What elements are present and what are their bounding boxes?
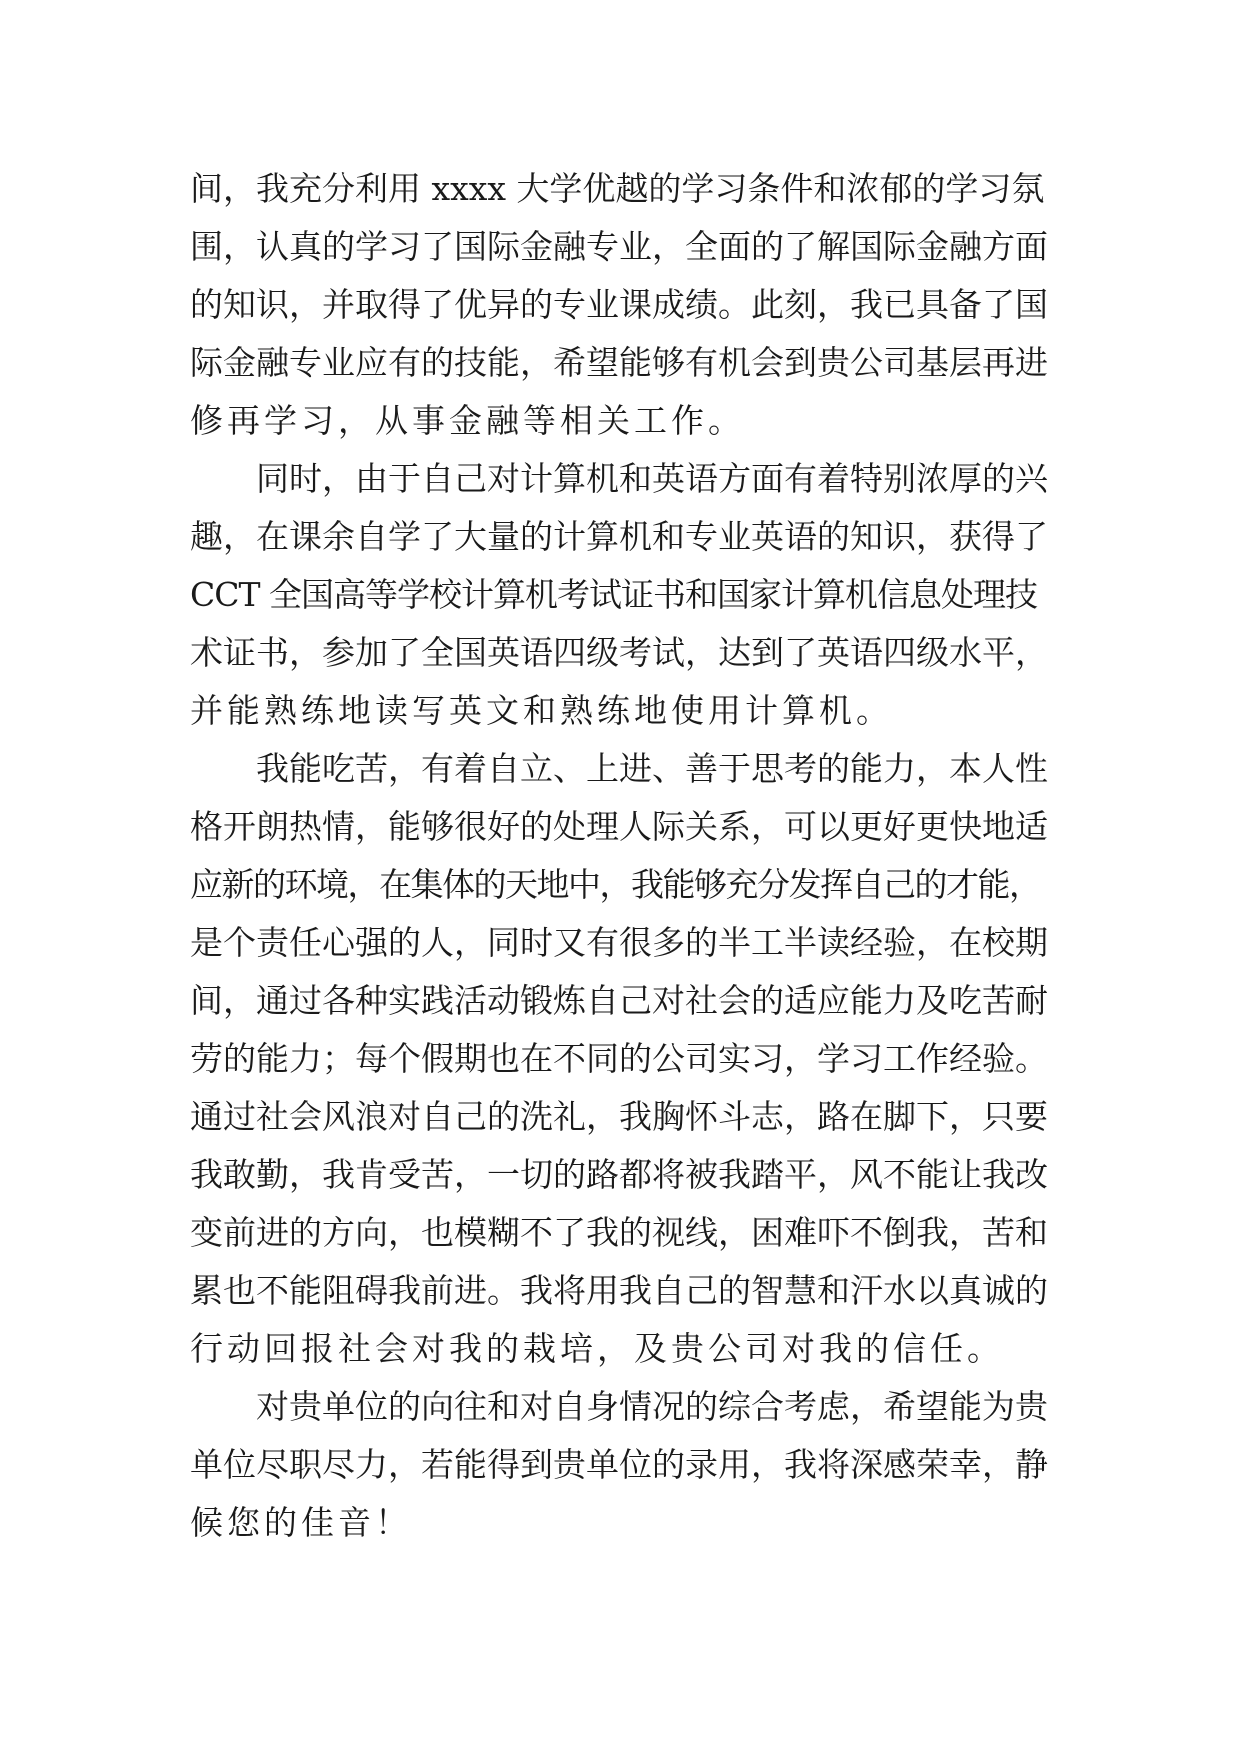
text-line: 围，认真的学习了国际金融专业，全面的了解国际金融方面 <box>190 227 1048 266</box>
text-line: 累也不能阻碍我前进。我将用我自己的智慧和汗水以真诚的 <box>190 1271 1048 1310</box>
text-line: 趣，在课余自学了大量的计算机和专业英语的知识，获得了 <box>190 517 1048 556</box>
text-line: 并能熟练地读写英文和熟练地使用计算机。 <box>190 691 893 730</box>
text-line: 应新的环境，在集体的天地中，我能够充分发挥自己的才能， <box>190 865 1041 904</box>
paragraph-first-line: 对贵单位的向往和对自身情况的综合考虑，希望能为贵 <box>256 1387 1048 1426</box>
text-line: 通过社会风浪对自己的洗礼，我胸怀斗志，路在脚下，只要 <box>190 1097 1048 1136</box>
text-line: 单位尽职尽力，若能得到贵单位的录用，我将深感荣幸，静 <box>190 1445 1048 1484</box>
text-line: 术证书，参加了全国英语四级考试，达到了英语四级水平， <box>190 633 1048 672</box>
text-line: 修再学习，从事金融等相关工作。 <box>190 401 745 440</box>
paragraph-first-line: 同时，由于自己对计算机和英语方面有着特别浓厚的兴 <box>256 459 1048 498</box>
text-line: CCT 全国高等学校计算机考试证书和国家计算机信息处理技 <box>190 575 1037 614</box>
text-line: 变前进的方向，也模糊不了我的视线，困难吓不倒我，苦和 <box>190 1213 1048 1252</box>
paragraph-first-line: 我能吃苦，有着自立、上进、善于思考的能力，本人性 <box>256 749 1048 788</box>
text-line: 我敢勤，我肯受苦，一切的路都将被我踏平，风不能让我改 <box>190 1155 1048 1194</box>
text-line: 间，我充分利用 xxxx 大学优越的学习条件和浓郁的学习氛 <box>190 169 1045 208</box>
text-line: 劳的能力；每个假期也在不同的公司实习，学习工作经验。 <box>190 1039 1048 1078</box>
text-line: 际金融专业应有的技能，希望能够有机会到贵公司基层再进 <box>190 343 1048 382</box>
text-line: 候您的佳音！ <box>190 1503 412 1542</box>
letter-body <box>190 160 1050 1552</box>
text-line: 行动回报社会对我的栽培，及贵公司对我的信任。 <box>190 1329 1004 1368</box>
text-line: 的知识，并取得了优异的专业课成绩。此刻，我已具备了国 <box>190 285 1048 324</box>
text-line: 间，通过各种实践活动锻炼自己对社会的适应能力及吃苦耐 <box>190 981 1048 1020</box>
text-line: 是个责任心强的人，同时又有很多的半工半读经验，在校期 <box>190 923 1048 962</box>
text-line: 格开朗热情，能够很好的处理人际关系，可以更好更快地适 <box>190 807 1048 846</box>
